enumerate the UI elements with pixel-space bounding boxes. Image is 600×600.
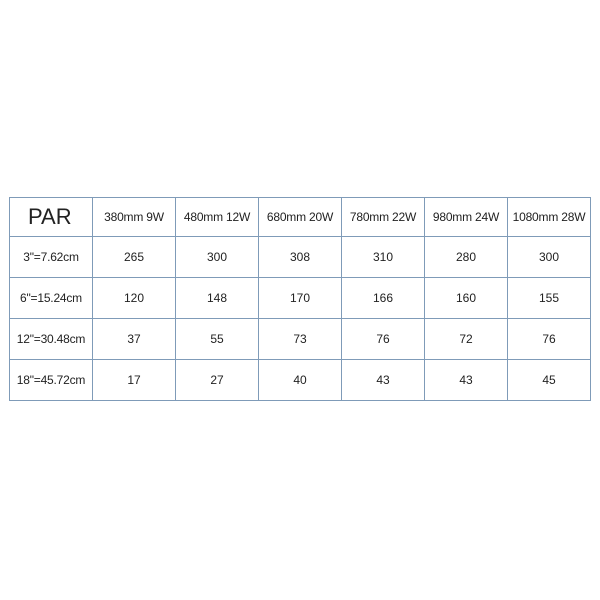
row-label: 12"=30.48cm [10, 319, 93, 360]
table-cell: 43 [425, 360, 508, 401]
table-cell: 310 [342, 237, 425, 278]
table-cell: 280 [425, 237, 508, 278]
column-header: 780mm 22W [342, 198, 425, 237]
column-header: 1080mm 28W [508, 198, 591, 237]
table-cell: 160 [425, 278, 508, 319]
table-header-row [10, 198, 591, 237]
table-row [10, 360, 591, 401]
table-row [10, 278, 591, 319]
column-header: 680mm 20W [259, 198, 342, 237]
table-cell: 43 [342, 360, 425, 401]
table-cell: 37 [93, 319, 176, 360]
row-label: 6"=15.24cm [10, 278, 93, 319]
table-cell: 45 [508, 360, 591, 401]
row-label: 18"=45.72cm [10, 360, 93, 401]
table-cell: 17 [93, 360, 176, 401]
par-table [9, 197, 591, 401]
table-cell: 265 [93, 237, 176, 278]
table-title: PAR [10, 198, 93, 237]
row-label: 3"=7.62cm [10, 237, 93, 278]
table-cell: 73 [259, 319, 342, 360]
table-cell: 155 [508, 278, 591, 319]
table-cell: 308 [259, 237, 342, 278]
table-cell: 72 [425, 319, 508, 360]
table-cell: 300 [176, 237, 259, 278]
column-header: 480mm 12W [176, 198, 259, 237]
table-row [10, 319, 591, 360]
table-cell: 55 [176, 319, 259, 360]
column-header: 980mm 24W [425, 198, 508, 237]
table-cell: 76 [508, 319, 591, 360]
table-cell: 148 [176, 278, 259, 319]
table-cell: 76 [342, 319, 425, 360]
table-cell: 170 [259, 278, 342, 319]
table-cell: 300 [508, 237, 591, 278]
table-cell: 40 [259, 360, 342, 401]
table-cell: 27 [176, 360, 259, 401]
table-cell: 166 [342, 278, 425, 319]
column-header: 380mm 9W [93, 198, 176, 237]
table-row [10, 237, 591, 278]
table-cell: 120 [93, 278, 176, 319]
